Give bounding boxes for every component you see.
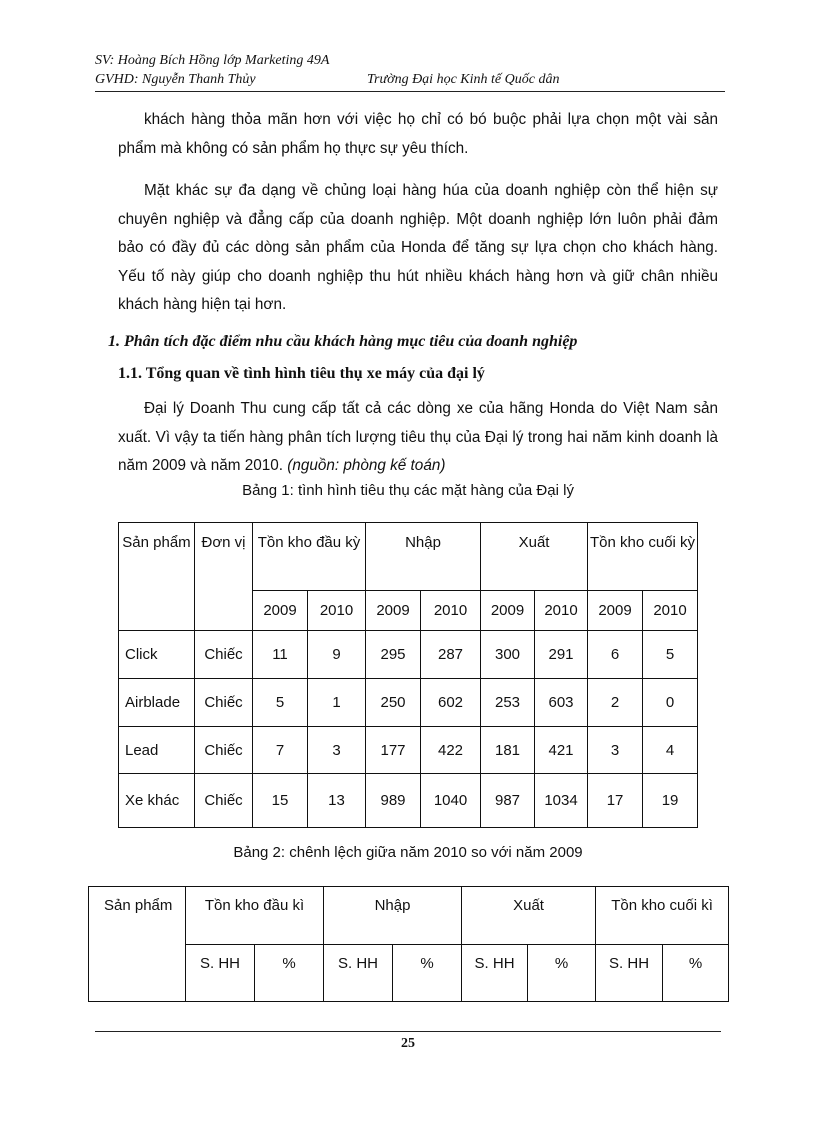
table-row [119, 631, 698, 679]
header-advisor: GVHD: Nguyễn Thanh Thủy [95, 72, 256, 87]
t1-product: Lead [119, 727, 195, 774]
section-heading-1: 1. Phân tích đặc điểm nhu cầu khách hàng mục tiêu của doanh nghiệp [108, 333, 578, 350]
t1-header-product: Sản phẩm [119, 523, 195, 631]
t1-cell: 291 [535, 631, 588, 679]
t2-header-closing: Tồn kho cuối kì [596, 887, 729, 945]
t1-cell: 19 [643, 774, 698, 828]
t2-header-opening: Tồn kho đầu kì [186, 887, 324, 945]
paragraph-3 [118, 395, 718, 481]
t1-header-closing: Tồn kho cuối kỳ [588, 523, 698, 591]
t1-cell: 5 [253, 679, 308, 727]
header-school: Trường Đại học Kinh tế Quốc dân [367, 72, 560, 87]
t1-cell: 253 [481, 679, 535, 727]
t1-cell: 1 [308, 679, 366, 727]
paragraph-2 [118, 177, 718, 320]
t2-subheader: S. HH [186, 945, 255, 1002]
t1-header-export: Xuất [481, 523, 588, 591]
t1-cell: 422 [421, 727, 481, 774]
t1-cell: 2 [588, 679, 643, 727]
t2-subheader: % [528, 945, 596, 1002]
header-rule [95, 91, 725, 92]
t1-cell: 6 [588, 631, 643, 679]
table-row [119, 727, 698, 774]
section-heading-1-1: 1.1. Tổng quan về tình hình tiêu thụ xe máy của đại lý [118, 365, 485, 382]
paragraph-3-text: Đại lý Doanh Thu cung cấp tất cả các dòng xe của hãng Honda do Việt Nam sản xuất. Vì vậy ta tiến hàng phân tích lượng tiêu thụ của Đại lý trong hai năm kinh doanh là năm 2009 và năm 2010. [118, 400, 718, 474]
t1-unit: Chiếc [195, 727, 253, 774]
t1-cell: 181 [481, 727, 535, 774]
t1-year: 2010 [421, 591, 481, 631]
t1-year: 2009 [588, 591, 643, 631]
table-row [119, 679, 698, 727]
t1-product: Click [119, 631, 195, 679]
t2-subheader: S. HH [324, 945, 393, 1002]
t1-cell: 9 [308, 631, 366, 679]
t2-subheader: % [393, 945, 462, 1002]
t1-cell: 5 [643, 631, 698, 679]
t1-cell: 3 [308, 727, 366, 774]
t2-header-product: Sản phẩm [89, 887, 186, 1002]
t1-cell: 13 [308, 774, 366, 828]
t1-year: 2009 [366, 591, 421, 631]
t1-cell: 1034 [535, 774, 588, 828]
t1-cell: 1040 [421, 774, 481, 828]
t1-cell: 987 [481, 774, 535, 828]
page-number: 25 [401, 1036, 415, 1051]
t1-cell: 989 [366, 774, 421, 828]
t2-header-import: Nhập [324, 887, 462, 945]
t1-cell: 421 [535, 727, 588, 774]
t1-cell: 300 [481, 631, 535, 679]
t1-year: 2009 [253, 591, 308, 631]
table-2 [88, 886, 729, 1002]
t1-cell: 3 [588, 727, 643, 774]
t2-subheader: % [663, 945, 729, 1002]
paragraph-2-text: Mặt khác sự đa dạng về chủng loại hàng húa của doanh nghiệp còn thể hiện sự chuyên nghiệp và đẳng cấp của doanh nghiệp. Một doanh nghiệp lớn luôn phải đảm bảo có đầy đủ các dòng sản phẩm của Honda để tăng sự lựa chọn cho khách hàng. Yếu tố này giúp cho doanh nghiệp thu hút nhiều khách hàng hơn và giữ chân nhiều khách hàng hiện tại hơn. [118, 182, 718, 313]
t1-header-opening: Tồn kho đầu kỳ [253, 523, 366, 591]
t1-unit: Chiếc [195, 774, 253, 828]
t1-cell: 0 [643, 679, 698, 727]
t1-product: Airblade [119, 679, 195, 727]
t1-year: 2010 [308, 591, 366, 631]
t1-cell: 603 [535, 679, 588, 727]
t1-header-import: Nhập [366, 523, 481, 591]
t1-cell: 602 [421, 679, 481, 727]
t1-header-unit: Đơn vị [195, 523, 253, 631]
paragraph-1-text: khách hàng thỏa mãn hơn với việc họ chỉ có bó buộc phải lựa chọn một vài sản phẩm mà không có sản phẩm họ thực sự yêu thích. [118, 111, 718, 157]
header-student: SV: Hoàng Bích Hồng lớp Marketing 49A [95, 53, 330, 68]
t2-header-export: Xuất [462, 887, 596, 945]
table-1 [118, 522, 698, 828]
table-1-caption: Bảng 1: tình hình tiêu thụ các mặt hàng của Đại lý [242, 482, 574, 499]
t2-subheader: S. HH [462, 945, 528, 1002]
t1-cell: 15 [253, 774, 308, 828]
t2-subheader: % [255, 945, 324, 1002]
t1-cell: 7 [253, 727, 308, 774]
paragraph-3-source: (nguồn: phòng kế toán) [287, 457, 446, 474]
t1-cell: 17 [588, 774, 643, 828]
t1-cell: 287 [421, 631, 481, 679]
t1-cell: 4 [643, 727, 698, 774]
table-row [119, 774, 698, 828]
t1-cell: 11 [253, 631, 308, 679]
t1-year: 2010 [535, 591, 588, 631]
t1-product: Xe khác [119, 774, 195, 828]
t1-cell: 250 [366, 679, 421, 727]
t1-cell: 295 [366, 631, 421, 679]
table-2-caption: Bảng 2: chênh lệch giữa năm 2010 so với năm 2009 [233, 844, 583, 861]
paragraph-1 [118, 106, 718, 163]
t1-year: 2009 [481, 591, 535, 631]
t1-unit: Chiếc [195, 631, 253, 679]
t1-year: 2010 [643, 591, 698, 631]
footer-rule [95, 1031, 721, 1032]
t2-subheader: S. HH [596, 945, 663, 1002]
t1-cell: 177 [366, 727, 421, 774]
header-line-2 [95, 71, 725, 89]
t1-unit: Chiếc [195, 679, 253, 727]
